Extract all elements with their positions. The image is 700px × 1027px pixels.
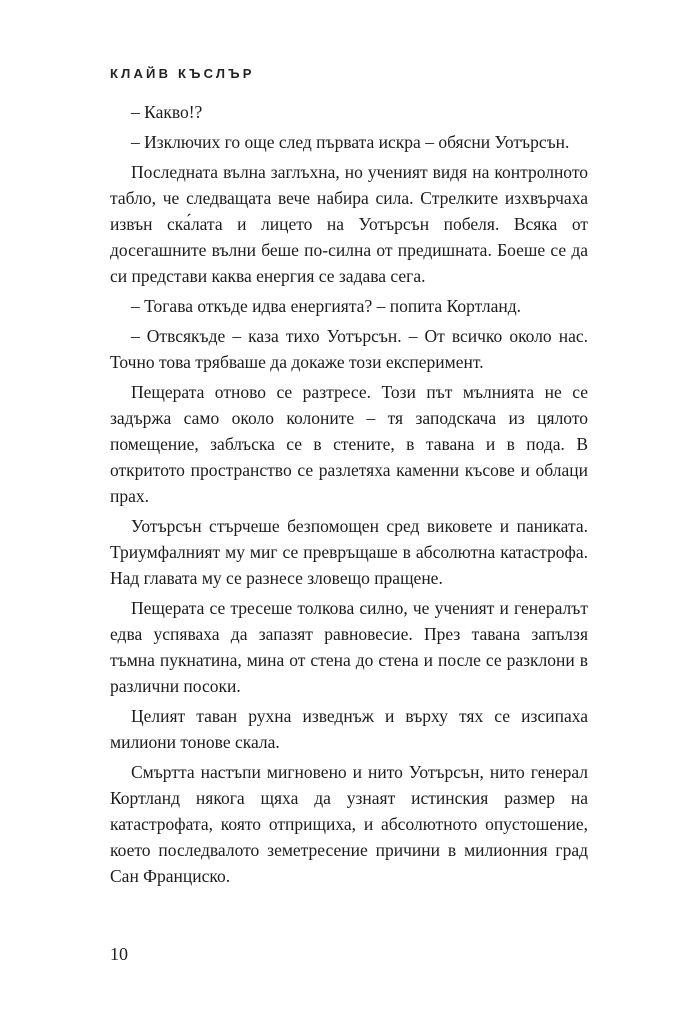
body-text (110, 99, 588, 893)
paragraph: Целият таван рухна изведнъж и върху тях се изсипаха милиони тонове скала. (110, 706, 588, 752)
paragraph: – Изключих го още след първата искра – обясни Уотърсън. (131, 132, 570, 152)
paragraph: Смъртта настъпи мигновено и нито Уотърсън, нито генерал Кортланд някога щяха да узнаят истинския размер на катастрофата, която отприщиха, и абсолютното опустошение, което последвалото земетресение причини в милионния град Сан Франциско. (110, 762, 588, 886)
paragraph: – Какво!? (131, 102, 203, 122)
paragraph: Пещерата се тресеше толкова силно, че ученият и генералът едва успяваха да запазят равновесие. През тавана запълзя тъмна пукнатина, мина от стена до стена и после се разклони в различни посоки. (110, 598, 588, 696)
page-number: 10 (110, 944, 128, 964)
paragraph: Пещерата отново се разтресе. Този път мълнията не се задържа само около колоните – тя заподскача из цялото помещение, заблъска се в стените, в тавана и в пода. В откритото пространство се разлетяха каменни късове и облаци прах. (110, 382, 588, 506)
running-header-author: КЛАЙВ КЪСЛЪР (110, 66, 255, 81)
paragraph: Последната вълна заглъхна, но ученият видя на контролното табло, че следващата вече набира сила. Стрелките изхвърчаха извън ска́лата и лицето на Уотърсън побеля. Всяка от досегашните вълни беше по-силна от предишната. Боеше се да си представи каква енергия се задава сега. (110, 162, 588, 286)
paragraph: – Отвсякъде – каза тихо Уотърсън. – От всичко около нас. Точно това трябваше да докаже този експеримент. (110, 326, 588, 372)
paragraph: – Тогава откъде идва енергията? – попита Кортланд. (131, 296, 521, 316)
paragraph: Уотърсън стърчеше безпомощен сред виковете и паниката. Триумфалният му миг се превръщаше в абсолютна катастрофа. Над главата му се разнесе зловещо пращене. (110, 516, 588, 588)
